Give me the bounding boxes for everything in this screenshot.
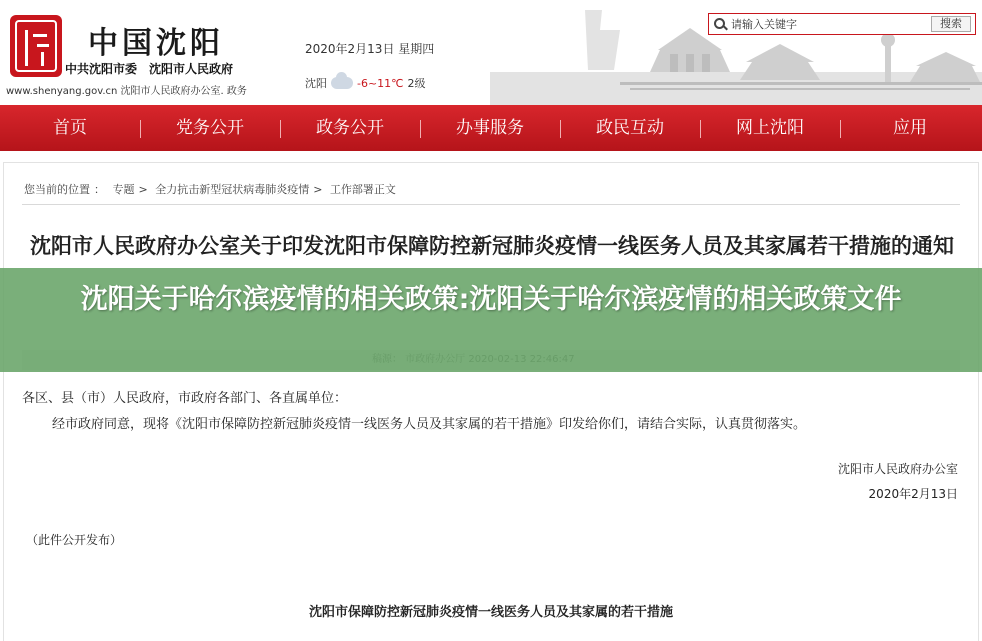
weather-city: 沈阳 [305, 77, 327, 90]
breadcrumb-separator: > [313, 183, 323, 196]
overlay-banner-text: 沈阳关于哈尔滨疫情的相关政策:沈阳关于哈尔滨疫情的相关政策文件 [80, 284, 902, 315]
nav-item-interaction[interactable]: 政民互动 [560, 105, 700, 151]
nav-item-home[interactable]: 首页 [53, 118, 87, 138]
search-icon[interactable] [709, 14, 729, 34]
breadcrumb-divider [22, 204, 960, 205]
site-header [0, 0, 982, 105]
article-salutation: 各区、县（市）人民政府，市政府各部门、各直属单位： [22, 391, 348, 406]
current-date: 2020年2月13日 星期四 [305, 42, 435, 56]
breadcrumb [24, 181, 396, 197]
breadcrumb-prefix: 您当前的位置 [24, 183, 90, 196]
publish-note: （此件公开发布） [26, 533, 123, 547]
weather-widget [305, 75, 426, 91]
breadcrumb-separator: ： [94, 183, 105, 196]
breadcrumb-separator: > [138, 183, 148, 196]
search-input[interactable] [729, 18, 913, 31]
site-logo-title[interactable]: 中国沈阳 [88, 26, 224, 61]
nav-item-online-shenyang[interactable]: 网上沈阳 [700, 105, 840, 151]
attachment-title: 沈阳市保障防控新冠肺炎疫情一线医务人员及其家属的若干措施 [308, 605, 673, 620]
signature-date: 2020年2月13日 [868, 487, 958, 501]
breadcrumb-link-epidemic[interactable]: 全力抗击新型冠状病毒肺炎疫情 [155, 183, 310, 196]
article-body-paragraph: 经市政府同意，现将《沈阳市保障防控新冠肺炎疫情一线医务人员及其家属的若干措施》印发给你们，请结合实际，认真贯彻落实。 [52, 417, 807, 432]
nav-item-government-affairs[interactable]: 政务公开 [280, 105, 420, 151]
cloud-icon [331, 77, 353, 89]
site-url-line: www.shenyang.gov.cn 沈阳市人民政府办公室. 政务 [6, 86, 247, 97]
site-logo-subtitle: 中共沈阳市委 沈阳市人民政府 [65, 62, 234, 76]
breadcrumb-current[interactable]: 工作部署正文 [329, 183, 396, 196]
nav-item-party-affairs[interactable]: 党务公开 [140, 105, 280, 151]
breadcrumb-link-topics[interactable]: 专题 [112, 183, 135, 196]
overlay-banner [0, 268, 982, 372]
signature-organization: 沈阳市人民政府办公室 [837, 462, 958, 476]
shenyang-seal-logo[interactable] [10, 15, 62, 77]
search-button[interactable]: 搜索 [931, 16, 971, 32]
main-nav [0, 105, 982, 151]
nav-item-services[interactable]: 办事服务 [420, 105, 560, 151]
weather-wind: 2级 [407, 77, 426, 90]
article-title: 沈阳市人民政府办公室关于印发沈阳市保障防控新冠肺炎疫情一线医务人员及其家属若干措施的通知 [30, 233, 954, 258]
nav-item-apps[interactable]: 应用 [840, 105, 980, 151]
search-bar [708, 13, 976, 35]
article-panel [3, 162, 979, 641]
weather-temperature: -6~11℃ [357, 76, 404, 90]
